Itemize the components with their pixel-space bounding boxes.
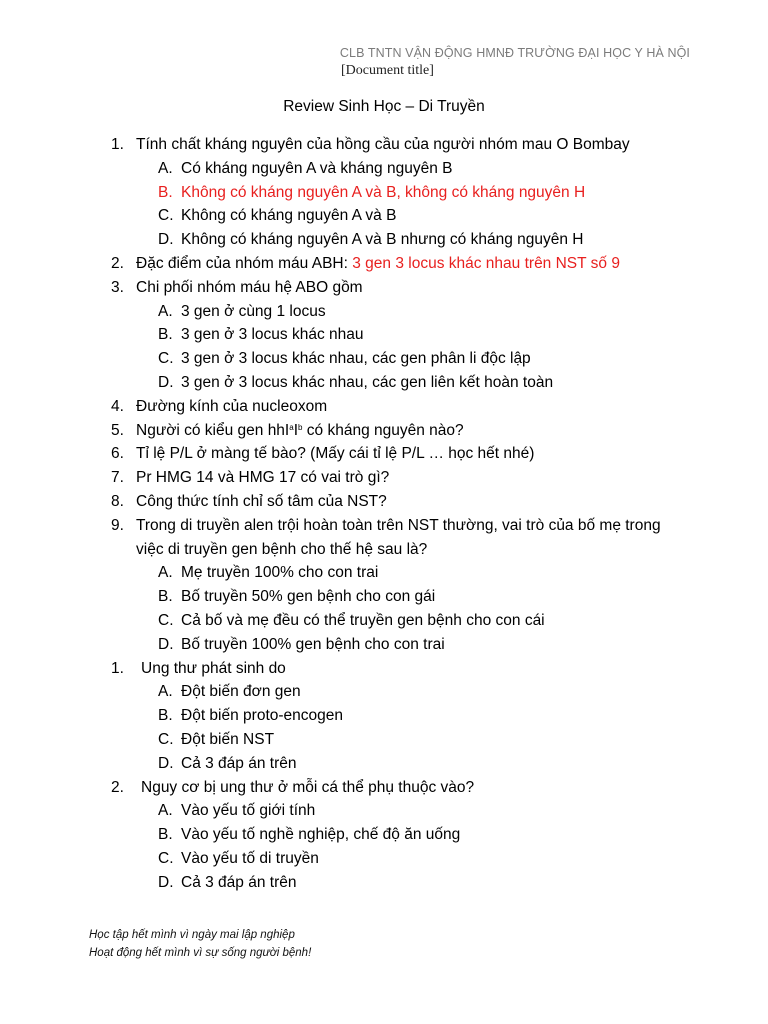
question-number: 2. xyxy=(111,254,124,272)
question-text: Tính chất kháng nguyên của hồng cầu của người nhóm mau O Bombay xyxy=(136,136,630,153)
option-letter: A. xyxy=(158,302,173,320)
answer-highlight: 3 gen 3 locus khác nhau trên NST số 9 xyxy=(352,254,620,272)
superscript-allele: a xyxy=(289,422,294,432)
option-letter: D. xyxy=(158,373,174,391)
answer-option xyxy=(0,300,768,324)
option-letter: D. xyxy=(158,231,174,249)
option-letter: A. xyxy=(158,159,173,177)
answer-option xyxy=(0,823,768,847)
answer-option-correct xyxy=(0,181,768,205)
question xyxy=(0,395,768,419)
question-number: 3. xyxy=(111,278,124,296)
page-title: Review Sinh Học – Di Truyền xyxy=(283,98,485,115)
option-letter: D. xyxy=(158,754,174,772)
question-text: Công thức tính chỉ số tâm của NST? xyxy=(136,492,387,510)
question-number: 8. xyxy=(111,492,124,510)
question xyxy=(0,514,768,562)
question-number: 9. xyxy=(111,516,124,534)
question-number: 1. xyxy=(111,136,124,153)
option-text: Có kháng nguyên A và kháng nguyên B xyxy=(181,159,453,177)
question-text: Chi phối nhóm máu hệ ABO gồm xyxy=(136,278,363,296)
question xyxy=(0,466,768,490)
option-text: Không có kháng nguyên A và B nhưng có kháng nguyên H xyxy=(181,231,584,249)
answer-option xyxy=(0,228,768,252)
answer-option xyxy=(0,633,768,657)
option-text: Vào yếu tố nghề nghiệp, chế độ ăn uống xyxy=(181,826,461,844)
answer-option xyxy=(0,680,768,704)
answer-option xyxy=(0,323,768,347)
option-text: Bố truyền 50% gen bệnh cho con gái xyxy=(181,588,436,606)
question-text: Ung thư phát sinh do xyxy=(141,659,286,677)
option-text: Mẹ truyền 100% cho con trai xyxy=(181,564,379,582)
option-text: 3 gen ở 3 locus khác nhau xyxy=(181,326,364,344)
option-letter: A. xyxy=(158,564,173,582)
answer-option xyxy=(0,728,768,752)
footer-line: Hoạt động hết mình vì sự sống người bệnh! xyxy=(89,947,312,959)
option-letter: C. xyxy=(158,849,174,867)
option-text: Cả 3 đáp án trên xyxy=(181,754,297,772)
option-text: Vào yếu tố di truyền xyxy=(181,849,319,867)
option-text: Đột biến đơn gen xyxy=(181,683,301,701)
question-list xyxy=(0,133,768,895)
option-text: Đột biến proto-encogen xyxy=(181,707,344,725)
header-document-title: [Document title] xyxy=(341,63,434,78)
option-text: Đột biến NST xyxy=(181,730,275,748)
answer-option xyxy=(0,561,768,585)
option-text: Không có kháng nguyên A và B, không có kháng nguyên H xyxy=(181,183,586,201)
option-letter: B. xyxy=(158,183,173,201)
question xyxy=(0,490,768,514)
answer-option xyxy=(0,847,768,871)
question xyxy=(0,419,768,443)
option-text: 3 gen ở 3 locus khác nhau, các gen liên kết hoàn toàn xyxy=(181,373,554,391)
question xyxy=(0,657,768,681)
question xyxy=(0,776,768,800)
option-text: Cả bố và mẹ đều có thể truyền gen bệnh cho con cái xyxy=(181,611,545,629)
option-letter: A. xyxy=(158,683,173,701)
option-letter: B. xyxy=(158,588,173,606)
question-number: 7. xyxy=(111,469,124,487)
answer-option xyxy=(0,371,768,395)
question xyxy=(0,276,768,300)
option-letter: C. xyxy=(158,350,174,368)
question-text xyxy=(136,252,676,276)
header-organization: CLB TNTN VẬN ĐỘNG HMNĐ TRƯỜNG ĐẠI HỌC Y HÀ NỘI xyxy=(339,46,690,60)
question-text xyxy=(136,419,676,443)
option-text: Cả 3 đáp án trên xyxy=(181,873,297,891)
question xyxy=(0,133,768,157)
question xyxy=(0,252,768,276)
option-text: Không có kháng nguyên A và B xyxy=(181,207,397,225)
answer-option xyxy=(0,204,768,228)
answer-option xyxy=(0,347,768,371)
question-number: 1. xyxy=(111,659,124,677)
question-prompt: Đặc điểm của nhóm máu ABH: xyxy=(136,254,353,272)
question-text: Nguy cơ bị ung thư ở mỗi cá thể phụ thuộc vào? xyxy=(141,778,475,796)
answer-option xyxy=(0,157,768,181)
question-number: 4. xyxy=(111,397,124,415)
question xyxy=(0,442,768,466)
answer-option xyxy=(0,752,768,776)
answer-option xyxy=(0,585,768,609)
option-letter: D. xyxy=(158,873,174,891)
option-letter: B. xyxy=(158,326,173,344)
answer-option xyxy=(0,799,768,823)
question-text: Trong di truyền alen trội hoàn toàn trên NST thường, vai trò của bố mẹ trong việc di truyền gen bệnh cho thế hệ sau là? xyxy=(136,516,661,558)
footer-line: Học tập hết mình vì ngày mai lập nghiệp xyxy=(89,929,295,941)
question-text-part: I xyxy=(293,421,299,439)
option-text: Bố truyền 100% gen bệnh cho con trai xyxy=(181,635,445,653)
option-letter: B. xyxy=(158,707,173,725)
superscript-allele: b xyxy=(298,422,303,432)
question-text: Tỉ lệ P/L ở màng tế bào? (Mấy cái tỉ lệ P/L … học hết nhé) xyxy=(136,445,535,463)
question-text: Pr HMG 14 và HMG 17 có vai trò gì? xyxy=(136,469,390,487)
question-text-part: có kháng nguyên nào? xyxy=(302,421,464,439)
question-text: Đường kính của nucleoxom xyxy=(136,397,328,415)
option-text: 3 gen ở cùng 1 locus xyxy=(181,302,326,320)
option-letter: B. xyxy=(158,826,173,844)
option-text: Vào yếu tố giới tính xyxy=(181,802,316,820)
question-number: 2. xyxy=(111,778,124,796)
option-letter: C. xyxy=(158,611,174,629)
answer-option xyxy=(0,704,768,728)
option-letter: C. xyxy=(158,730,174,748)
option-letter: A. xyxy=(158,802,173,820)
question-number: 6. xyxy=(111,445,124,463)
option-letter: C. xyxy=(158,207,174,225)
option-text: 3 gen ở 3 locus khác nhau, các gen phân li độc lập xyxy=(181,350,531,368)
option-letter: D. xyxy=(158,635,174,653)
question-number: 5. xyxy=(111,421,124,439)
footer-slogan xyxy=(89,926,311,962)
answer-option xyxy=(0,871,768,895)
question-text-part: Người có kiểu gen hhI xyxy=(136,421,290,439)
answer-option xyxy=(0,609,768,633)
